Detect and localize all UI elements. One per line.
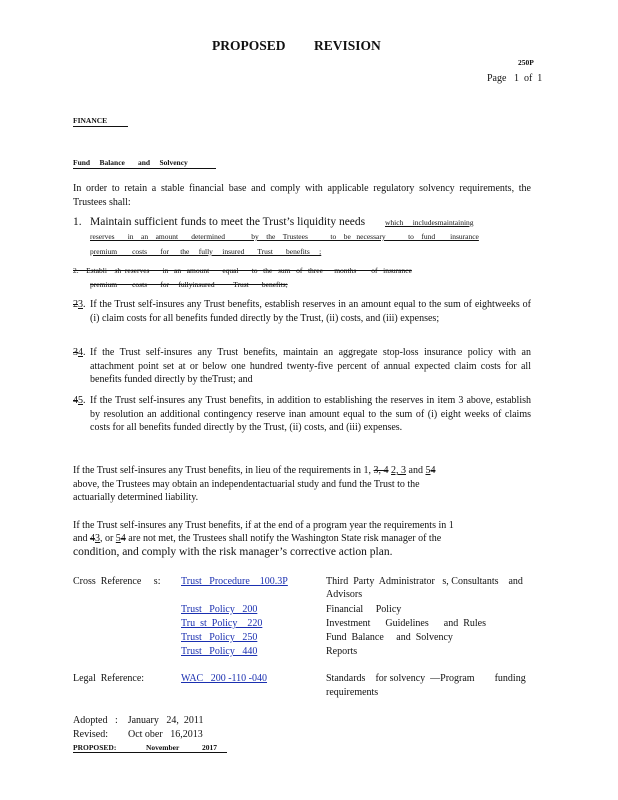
link-trust-policy-220[interactable]: Tru st Policy 220 — [181, 618, 263, 629]
item1-insert-1: which includesmaintaining — [385, 218, 474, 227]
item5-text: If the Trust self-insures any Trust benefits, in addition to establishing the reserves in item 3 above, establish by resolution an additional contingency reserve inan amount equal to the sum of (i) eight weeks of claims costs for all benefits funded directly by the Trust, (ii) costs, and (iii) expenses. — [90, 395, 531, 433]
cross-ref-desc-5: Reports — [326, 646, 358, 657]
link-trust-policy-200[interactable]: Trust Policy 200 — [181, 604, 258, 615]
proposed-underline — [73, 752, 227, 753]
cross-reference-label: Cross Reference s: — [73, 576, 161, 587]
section-underline — [73, 126, 128, 127]
item1-insert-2: reserves in an amount determined by the Trustees to be necessary to fund insurance — [90, 232, 479, 241]
title-revision: REVISION — [314, 38, 381, 53]
item1-insert-3: premium costs for the fully insured Trust benefits ; — [90, 247, 322, 256]
item3-number: 23. — [73, 299, 86, 310]
intro-paragraph: In order to retain a stable financial base and comply with applicable regulatory solvency requirements, the Trustees shall: — [73, 183, 531, 208]
adopted-date: Adopted : January 24, 2011 — [73, 715, 204, 726]
link-trust-policy-250[interactable]: Trust Policy 250 — [181, 632, 258, 643]
item5-number: 45. — [73, 395, 86, 406]
proposed-year: 2017 — [202, 743, 217, 752]
proposed-label: PROPOSED: — [73, 743, 117, 752]
cross-ref-desc-3: Investment Guidelines and Rules — [326, 618, 486, 629]
legal-ref-desc-1: Standards for solvency —Program funding — [326, 673, 526, 684]
policy-code: 250P — [518, 58, 534, 67]
revised-date: Revised: Oct ober 16,2013 — [73, 729, 203, 740]
item3-text: If the Trust self-insures any Trust benefits, establish reserves in an amount equal to the sum of eightweeks of (i) claim costs for all benefits funded directly by the Trust, (ii) costs, and (iii) expenses; — [90, 299, 531, 324]
lieu-line1: If the Trust self-insures any Trust benefits, in lieu of the requirements in 1, 3, 4 2, 3 and 54 — [73, 465, 436, 476]
proposed-month: November — [146, 743, 180, 752]
cross-ref-desc-4: Fund Balance and Solvency — [326, 632, 453, 643]
link-trust-procedure-100-3p[interactable]: Trust Procedure 100.3P — [181, 576, 288, 587]
end-line2: and 43, or 54 are not met, the Trustees shall notify the Washington State risk manager of the — [73, 533, 442, 544]
section-label: FINANCE — [73, 116, 108, 125]
policy-title: Fund Balance and Solvency — [73, 158, 188, 167]
end-line3: condition, and comply with the risk manager’s corrective action plan. — [73, 546, 393, 558]
policy-title-underline — [73, 168, 216, 169]
title-proposed: PROPOSED — [212, 38, 286, 53]
item2-deleted-line1: 2. Establi sh reserves in an amount equal to the sum of three months of insurance — [73, 266, 412, 275]
item2-deleted-line2: premium costs for fullyinsured Trust benefits; — [90, 280, 288, 289]
legal-ref-desc-2: requirements — [326, 687, 379, 698]
cross-ref-desc-2: Financial Policy — [326, 604, 402, 615]
legal-reference-label: Legal Reference: — [73, 673, 145, 684]
item1-lead: Maintain sufficient funds to meet the Trust’s liquidity needs — [90, 216, 366, 228]
link-trust-policy-440[interactable]: Trust Policy 440 — [181, 646, 258, 657]
cross-ref-desc-1: Third Party Administrator s, Consultants and — [326, 576, 523, 587]
lieu-line2: above, the Trustees may obtain an independentactuarial study and fund the Trust to the — [73, 479, 420, 490]
end-line1: If the Trust self-insures any Trust benefits, if at the end of a program year the requirements in 1 — [73, 520, 454, 531]
item4-text: If the Trust self-insures any Trust benefits, maintain an aggregate stop-loss insurance policy with an attachment point set at or below one hundred twenty-five percent of annual expected claim costs for all benefits funded directly by theTrust; and — [90, 347, 531, 385]
lieu-line3: actuarially determined liability. — [73, 492, 199, 503]
cross-ref-desc-1b: Advisors — [326, 589, 363, 600]
page-number: Page 1 of 1 — [487, 73, 543, 84]
item1-number: 1. — [73, 216, 82, 228]
item4-number: 34. — [73, 347, 86, 358]
link-wac-200-110-040[interactable]: WAC 200 -110 -040 — [181, 673, 268, 684]
